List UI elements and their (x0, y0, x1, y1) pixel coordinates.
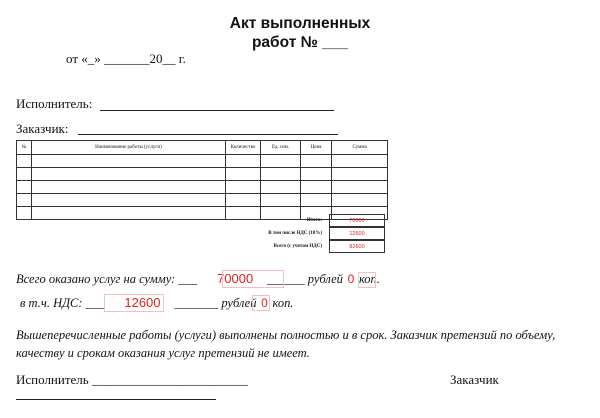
services-kop-box (358, 272, 376, 288)
services-amount-box (222, 270, 284, 288)
col-sum: Сумма (332, 141, 388, 155)
col-name: Наименование работы (услуги) (32, 141, 226, 155)
executor-label: Исполнитель: (16, 96, 93, 111)
vat-sum-suffix: коп. (272, 296, 294, 310)
vat-amount-box (104, 294, 164, 312)
vat-sum-mid: _______ рублей (174, 296, 257, 310)
vat-amount[interactable]: 12600 (124, 295, 161, 310)
title-line-1: Акт выполненных (229, 15, 371, 32)
col-quantity: Количество (225, 141, 260, 155)
table-row[interactable] (17, 155, 388, 168)
vat-label: В том числе НДС (18%) (268, 231, 322, 236)
col-number: № (17, 141, 32, 155)
vat-value[interactable]: 12600 (329, 227, 385, 240)
services-amount[interactable]: 70000 (217, 271, 254, 286)
services-sum-mid: ______ рублей (267, 272, 343, 286)
statement-text: Вышеперечисленные работы (услуги) выполнены полностью и в срок. Заказчик претензий по объему, качеству и срокам оказания услуг претензий не имеет. (16, 328, 556, 360)
grand-total-value[interactable]: 82600 (329, 240, 385, 253)
title-line-2: работ № ___ (251, 34, 349, 51)
services-kop[interactable]: 0 (347, 272, 355, 286)
col-unit: Ед. изм. (261, 141, 301, 155)
table-row[interactable] (17, 168, 388, 181)
col-price: Цена (300, 141, 331, 155)
customer-label: Заказчик: (16, 121, 69, 136)
executor-signature-line[interactable]: ________________________ (91, 372, 248, 387)
services-sum-line (16, 271, 380, 287)
document-title (200, 14, 400, 52)
executor-field-line[interactable] (100, 110, 334, 111)
date-line: от «_» _______20__ г. (66, 51, 186, 66)
grand-total-label: Всего (с учетом НДС) (273, 244, 322, 249)
vat-kop-box (252, 295, 270, 311)
services-sum-suffix: коп. (358, 272, 380, 286)
executor-signature (16, 372, 248, 388)
total-label: Итого: (306, 218, 322, 223)
table-row[interactable] (17, 194, 388, 207)
vat-sum-prefix: в т.ч. НДС: ___ (20, 296, 105, 310)
total-value[interactable]: 70000 (329, 214, 385, 227)
table-header-row (17, 141, 388, 155)
vat-kop[interactable]: 0 (261, 296, 268, 310)
customer-field-line[interactable] (78, 134, 338, 135)
services-sum-prefix: Всего оказано услуг на сумму: ___ (16, 272, 198, 286)
services-table (16, 140, 388, 220)
table-row[interactable] (17, 181, 388, 194)
executor-signature-label: Исполнитель (16, 372, 89, 387)
executor-signature-second-line[interactable] (16, 399, 216, 400)
customer-signature-label: Заказчик (450, 372, 499, 387)
